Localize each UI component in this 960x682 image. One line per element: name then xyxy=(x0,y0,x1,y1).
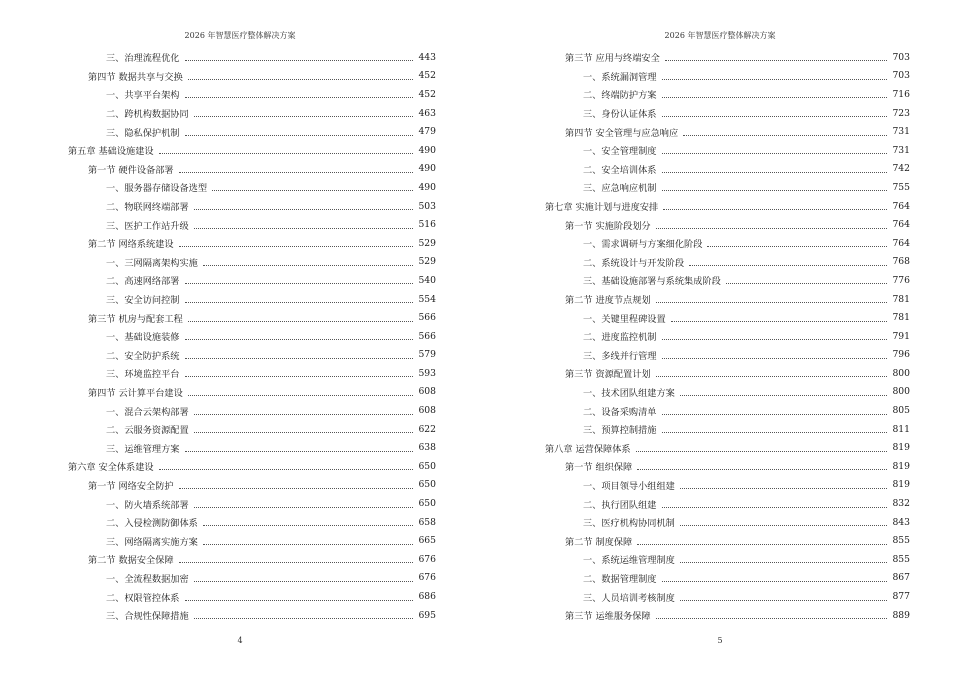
toc-entry xyxy=(68,364,436,383)
toc-entry xyxy=(545,364,910,383)
toc-entry-title: 一、防火墙系统部署 xyxy=(106,499,189,511)
toc-entry xyxy=(68,494,436,513)
toc-entry-page: 716 xyxy=(892,88,910,100)
toc-entry-title: 一、需求调研与方案细化阶段 xyxy=(583,239,703,251)
toc-entry xyxy=(545,513,910,532)
toc-entry xyxy=(545,85,910,104)
toc-entry-title: 三、应急响应机制 xyxy=(583,183,657,195)
dot-leader xyxy=(185,357,414,359)
toc-entry-page: 490 xyxy=(418,181,436,193)
toc-entry-title: 二、云服务资源配置 xyxy=(106,425,189,437)
dot-leader xyxy=(203,264,413,266)
toc-entry-title: 第四节 安全管理与应急响应 xyxy=(565,127,679,139)
toc-entry-page: 805 xyxy=(892,405,910,417)
toc-entry-title: 三、网络隔离实施方案 xyxy=(106,536,198,548)
dot-leader xyxy=(159,468,413,470)
dot-leader xyxy=(194,617,413,619)
toc-entry-title: 二、终端防护方案 xyxy=(583,90,657,102)
dot-leader xyxy=(683,134,887,136)
toc-entry xyxy=(545,271,910,290)
toc-entry xyxy=(545,401,910,420)
toc-entry xyxy=(68,383,436,402)
toc-entry-page: 695 xyxy=(418,609,436,621)
toc-entry xyxy=(68,587,436,606)
dot-leader xyxy=(194,208,413,210)
toc-entry xyxy=(545,104,910,123)
toc-entry-title: 一、基础设施装修 xyxy=(106,332,180,344)
toc-entry-page: 791 xyxy=(892,330,910,342)
toc-entry-page: 800 xyxy=(892,367,910,379)
toc-entry-title: 第一节 网络安全防护 xyxy=(88,480,174,492)
toc-entry-page: 490 xyxy=(418,163,436,175)
toc-entry-title: 二、系统设计与开发阶段 xyxy=(583,257,685,269)
toc-entry-title: 三、医疗机构协同机制 xyxy=(583,518,675,530)
toc-entry xyxy=(545,550,910,569)
toc-entry xyxy=(545,606,910,625)
dot-leader xyxy=(707,245,887,247)
toc-entry-title: 一、共享平台架构 xyxy=(106,90,180,102)
toc-entry-title: 一、服务器存储设备选型 xyxy=(106,183,208,195)
dot-leader xyxy=(185,96,414,98)
toc-entry-title: 三、人员培训考核制度 xyxy=(583,592,675,604)
toc-entry xyxy=(68,569,436,588)
toc-entry-page: 755 xyxy=(892,181,910,193)
toc-entry-title: 一、全流程数据加密 xyxy=(106,573,189,585)
toc-entry xyxy=(545,308,910,327)
toc-entry-page: 819 xyxy=(892,479,910,491)
toc-entry-page: 529 xyxy=(418,256,436,268)
toc-entry-page: 608 xyxy=(418,386,436,398)
toc-entry-title: 三、多线并行管理 xyxy=(583,350,657,362)
dot-leader xyxy=(662,506,888,508)
toc-entry-title: 三、隐私保护机制 xyxy=(106,127,180,139)
toc-entry xyxy=(68,327,436,346)
toc-entry-title: 第四节 云计算平台建设 xyxy=(88,387,183,399)
dot-leader xyxy=(203,524,413,526)
toc-entry-title: 二、数据管理制度 xyxy=(583,573,657,585)
dot-leader xyxy=(185,599,414,601)
toc-entry-title: 第三节 机房与配套工程 xyxy=(88,313,183,325)
toc-entry xyxy=(545,587,910,606)
dot-leader xyxy=(662,171,888,173)
toc-entry-title: 二、执行团队组建 xyxy=(583,499,657,511)
toc-entry-title: 二、进度监控机制 xyxy=(583,332,657,344)
dot-leader xyxy=(185,450,414,452)
toc-entry-title: 第八章 运营保障体系 xyxy=(545,443,631,455)
toc-entry-title: 二、物联网终端部署 xyxy=(106,202,189,214)
toc-entry-title: 第六章 安全体系建设 xyxy=(68,462,154,474)
toc-entry-page: 665 xyxy=(418,535,436,547)
toc-entry xyxy=(545,327,910,346)
toc-entry-page: 764 xyxy=(892,237,910,249)
toc-entry xyxy=(545,234,910,253)
toc-entry xyxy=(68,104,436,123)
toc-entry xyxy=(545,141,910,160)
toc-entry-page: 781 xyxy=(892,312,910,324)
toc-entry xyxy=(68,438,436,457)
toc-entry xyxy=(68,67,436,86)
table-of-contents xyxy=(68,48,436,624)
toc-entry-page: 529 xyxy=(418,237,436,249)
toc-entry-page: 540 xyxy=(418,274,436,286)
toc-entry xyxy=(68,234,436,253)
toc-entry xyxy=(545,215,910,234)
toc-entry xyxy=(68,178,436,197)
toc-entry-page: 781 xyxy=(892,293,910,305)
dot-leader xyxy=(662,357,888,359)
toc-entry-page: 650 xyxy=(418,479,436,491)
toc-entry-page: 566 xyxy=(418,312,436,324)
toc-entry xyxy=(545,494,910,513)
dot-leader xyxy=(663,208,887,210)
toc-entry xyxy=(545,290,910,309)
toc-entry-page: 832 xyxy=(892,498,910,510)
toc-entry xyxy=(545,383,910,402)
toc-entry-title: 三、环境监控平台 xyxy=(106,369,180,381)
toc-entry-title: 第二节 制度保障 xyxy=(565,536,633,548)
toc-entry-page: 867 xyxy=(892,572,910,584)
toc-entry-page: 742 xyxy=(892,163,910,175)
toc-entry-page: 843 xyxy=(892,516,910,528)
toc-entry-title: 二、安全培训体系 xyxy=(583,164,657,176)
page-header: 2026 年智慧医疗整体解决方案 xyxy=(664,31,776,40)
toc-entry xyxy=(545,197,910,216)
toc-entry-page: 516 xyxy=(418,219,436,231)
dot-leader xyxy=(185,282,414,284)
toc-entry-title: 第四节 数据共享与交换 xyxy=(88,71,183,83)
right-page xyxy=(480,0,960,682)
toc-entry-title: 第一节 实施阶段划分 xyxy=(565,220,651,232)
toc-entry xyxy=(545,531,910,550)
toc-entry-page: 479 xyxy=(418,126,436,138)
dot-leader xyxy=(194,580,413,582)
toc-entry-page: 566 xyxy=(418,330,436,342)
dot-leader xyxy=(662,580,888,582)
toc-entry-title: 第五章 基础设施建设 xyxy=(68,146,154,158)
dot-leader xyxy=(188,394,413,396)
toc-entry xyxy=(68,215,436,234)
toc-entry-page: 855 xyxy=(892,553,910,565)
dot-leader xyxy=(185,301,414,303)
toc-entry-page: 796 xyxy=(892,349,910,361)
dot-leader xyxy=(689,264,887,266)
toc-entry xyxy=(545,420,910,439)
dot-leader xyxy=(662,338,888,340)
toc-entry-page: 452 xyxy=(418,70,436,82)
toc-entry xyxy=(545,346,910,365)
dot-leader xyxy=(662,189,888,191)
page-number: 5 xyxy=(717,636,723,645)
toc-entry-title: 第一节 硬件设备部署 xyxy=(88,164,174,176)
toc-entry-title: 第三节 运维服务保障 xyxy=(565,611,651,623)
toc-entry-page: 503 xyxy=(418,200,436,212)
dot-leader xyxy=(185,338,414,340)
toc-entry-page: 819 xyxy=(892,460,910,472)
toc-entry xyxy=(545,122,910,141)
dot-leader xyxy=(637,543,887,545)
toc-entry-title: 三、基础设施部署与系统集成阶段 xyxy=(583,276,721,288)
toc-entry-title: 一、关键里程碑设置 xyxy=(583,313,666,325)
dot-leader xyxy=(194,431,413,433)
toc-entry-title: 一、项目领导小组组建 xyxy=(583,480,675,492)
toc-entry-title: 三、身份认证体系 xyxy=(583,109,657,121)
toc-entry-title: 一、系统漏洞管理 xyxy=(583,71,657,83)
toc-entry xyxy=(68,346,436,365)
toc-entry xyxy=(68,513,436,532)
dot-leader xyxy=(662,115,888,117)
toc-entry-page: 731 xyxy=(892,126,910,138)
toc-entry xyxy=(68,141,436,160)
toc-entry-page: 650 xyxy=(418,460,436,472)
dot-leader xyxy=(185,134,414,136)
toc-entry-page: 768 xyxy=(892,256,910,268)
toc-entry-title: 第二节 进度节点规划 xyxy=(565,295,651,307)
toc-entry-title: 二、高速网络部署 xyxy=(106,276,180,288)
toc-entry xyxy=(68,85,436,104)
dot-leader xyxy=(662,431,888,433)
toc-entry-page: 608 xyxy=(418,405,436,417)
toc-entry-title: 三、治理流程优化 xyxy=(106,53,180,65)
toc-entry xyxy=(68,122,436,141)
toc-entry-title: 三、安全访问控制 xyxy=(106,295,180,307)
toc-entry-page: 723 xyxy=(892,107,910,119)
toc-entry xyxy=(545,178,910,197)
toc-entry-page: 676 xyxy=(418,572,436,584)
toc-entry-page: 638 xyxy=(418,442,436,454)
dot-leader xyxy=(194,506,413,508)
dot-leader xyxy=(185,375,414,377)
dot-leader xyxy=(203,543,413,545)
toc-entry xyxy=(68,290,436,309)
toc-entry xyxy=(68,420,436,439)
page-number: 4 xyxy=(237,636,243,645)
toc-entry xyxy=(68,197,436,216)
toc-entry-page: 811 xyxy=(892,423,910,435)
dot-leader xyxy=(662,152,888,154)
toc-entry xyxy=(545,160,910,179)
dot-leader xyxy=(656,227,887,229)
toc-entry-title: 一、混合云架构部署 xyxy=(106,406,189,418)
dot-leader xyxy=(726,282,887,284)
dot-leader xyxy=(159,152,413,154)
toc-entry-title: 三、预算控制措施 xyxy=(583,425,657,437)
toc-entry-title: 三、合规性保障措施 xyxy=(106,611,189,623)
toc-entry-title: 第三节 应用与终端安全 xyxy=(565,53,660,65)
toc-entry xyxy=(68,550,436,569)
toc-entry xyxy=(545,476,910,495)
toc-entry-page: 800 xyxy=(892,386,910,398)
dot-leader xyxy=(656,301,887,303)
toc-entry xyxy=(68,271,436,290)
toc-entry xyxy=(68,160,436,179)
dot-leader xyxy=(680,561,887,563)
toc-entry xyxy=(68,457,436,476)
dot-leader xyxy=(680,394,887,396)
toc-entry xyxy=(545,438,910,457)
toc-entry-title: 二、入侵检测防御体系 xyxy=(106,518,198,530)
toc-entry xyxy=(68,476,436,495)
toc-entry-page: 579 xyxy=(418,349,436,361)
toc-entry-page: 676 xyxy=(418,553,436,565)
toc-entry-title: 第二节 数据安全保障 xyxy=(88,555,174,567)
toc-entry-title: 第一节 组织保障 xyxy=(565,462,633,474)
dot-leader xyxy=(662,96,888,98)
dot-leader xyxy=(194,115,413,117)
toc-entry-title: 二、安全防护系统 xyxy=(106,350,180,362)
toc-entry-page: 650 xyxy=(418,498,436,510)
toc-entry xyxy=(545,67,910,86)
toc-entry-title: 第七章 实施计划与进度安排 xyxy=(545,202,659,214)
toc-entry-page: 819 xyxy=(892,442,910,454)
toc-entry-title: 一、技术团队组建方案 xyxy=(583,387,675,399)
toc-entry-page: 452 xyxy=(418,88,436,100)
toc-entry-page: 877 xyxy=(892,591,910,603)
dot-leader xyxy=(680,599,887,601)
toc-entry-page: 855 xyxy=(892,535,910,547)
dot-leader xyxy=(656,617,887,619)
toc-entry xyxy=(68,308,436,327)
dot-leader xyxy=(662,78,888,80)
dot-leader xyxy=(636,450,887,452)
toc-entry-page: 889 xyxy=(892,609,910,621)
toc-entry xyxy=(68,401,436,420)
toc-entry-title: 一、系统运维管理制度 xyxy=(583,555,675,567)
toc-entry-page: 703 xyxy=(892,70,910,82)
toc-entry-page: 776 xyxy=(892,274,910,286)
toc-entry-title: 一、三网隔离架构实施 xyxy=(106,257,198,269)
dot-leader xyxy=(662,413,888,415)
toc-entry-page: 764 xyxy=(892,200,910,212)
toc-entry-title: 二、设备采购清单 xyxy=(583,406,657,418)
toc-entry xyxy=(545,48,910,67)
dot-leader xyxy=(188,320,413,322)
dot-leader xyxy=(680,524,887,526)
toc-entry-page: 703 xyxy=(892,51,910,63)
toc-entry-page: 443 xyxy=(418,51,436,63)
toc-entry xyxy=(545,253,910,272)
toc-entry-page: 463 xyxy=(418,107,436,119)
dot-leader xyxy=(188,78,413,80)
toc-entry-title: 二、跨机构数据协同 xyxy=(106,109,189,121)
toc-entry-title: 第三节 资源配置计划 xyxy=(565,369,651,381)
toc-entry-page: 554 xyxy=(418,293,436,305)
toc-entry-page: 622 xyxy=(418,423,436,435)
dot-leader xyxy=(194,413,413,415)
dot-leader xyxy=(179,487,413,489)
dot-leader xyxy=(212,189,413,191)
toc-entry-title: 三、医护工作站升级 xyxy=(106,220,189,232)
dot-leader xyxy=(179,245,413,247)
dot-leader xyxy=(656,375,887,377)
dot-leader xyxy=(671,320,887,322)
dot-leader xyxy=(194,227,413,229)
toc-entry-page: 731 xyxy=(892,144,910,156)
toc-entry-title: 第二节 网络系统建设 xyxy=(88,239,174,251)
dot-leader xyxy=(179,171,413,173)
page-header: 2026 年智慧医疗整体解决方案 xyxy=(184,31,296,40)
toc-entry xyxy=(545,569,910,588)
dot-leader xyxy=(637,468,887,470)
toc-entry xyxy=(68,606,436,625)
toc-entry-title: 一、安全管理制度 xyxy=(583,146,657,158)
toc-entry xyxy=(545,457,910,476)
toc-entry-title: 三、运维管理方案 xyxy=(106,443,180,455)
dot-leader xyxy=(680,487,887,489)
toc-entry-page: 593 xyxy=(418,367,436,379)
toc-entry-title: 二、权限管控体系 xyxy=(106,592,180,604)
table-of-contents xyxy=(545,48,910,624)
toc-entry xyxy=(68,531,436,550)
dot-leader xyxy=(179,561,413,563)
dot-leader xyxy=(665,59,887,61)
toc-entry-page: 490 xyxy=(418,144,436,156)
toc-entry xyxy=(68,253,436,272)
dot-leader xyxy=(185,59,414,61)
toc-entry-page: 658 xyxy=(418,516,436,528)
toc-entry-page: 686 xyxy=(418,591,436,603)
toc-entry xyxy=(68,48,436,67)
toc-entry-page: 764 xyxy=(892,219,910,231)
